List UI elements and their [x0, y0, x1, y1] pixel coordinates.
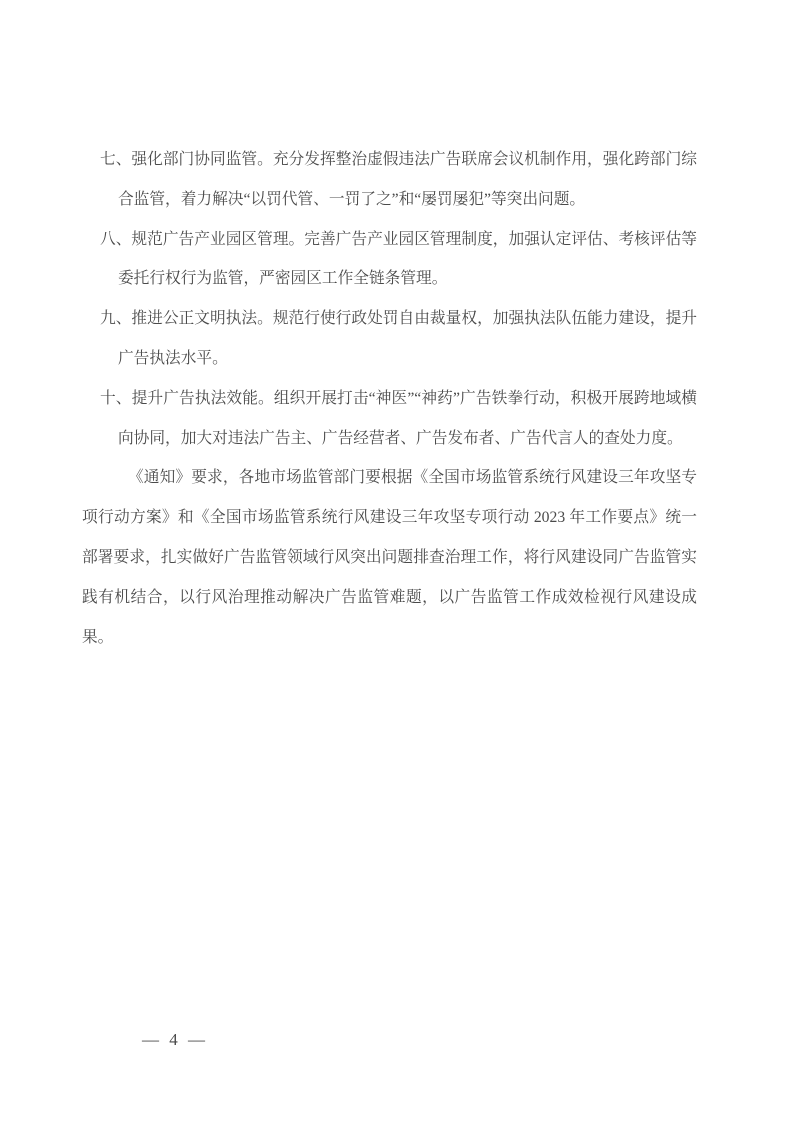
- closing-paragraph: 《通知》要求，各地市场监管部门要根据《全国市场监管系统行风建设三年攻坚专项行动方案》和《全国市场监管系统行风建设三年攻坚专项行动 2023 年工作要点》统一部署要求，扎实做好广告监管领域行风突出问题排查治理工作，将行风建设同广告监管实践有机结合，以行风治理推动解决广告监管难题，以广告监管工作成效检视行风建设成果。: [82, 469, 697, 646]
- paragraph-9: 九、推进公正文明执法。规范行使行政处罚自由裁量权，加强执法队伍能力建设，提升广告执法水平。: [100, 310, 697, 367]
- page-number: — 4 —: [142, 1030, 205, 1049]
- paragraph-10: 十、提升广告执法效能。组织开展打击“神医”“神药”广告铁拳行动，积极开展跨地域横向协同，加大对违法广告主、广告经营者、广告发布者、广告代言人的查处力度。: [100, 389, 697, 447]
- paragraph-8: 八、规范广告产业园区管理。完善广告产业园区管理制度，加强认定评估、考核评估等委托行权行为监管，严密园区工作全链条管理。: [100, 230, 697, 288]
- paragraph-7: 七、强化部门协同监管。充分发挥整治虚假违法广告联席会议机制作用，强化跨部门综合监管，着力解决“以罚代管、一罚了之”和“屡罚屡犯”等突出问题。: [100, 151, 697, 208]
- document-body: [82, 140, 697, 657]
